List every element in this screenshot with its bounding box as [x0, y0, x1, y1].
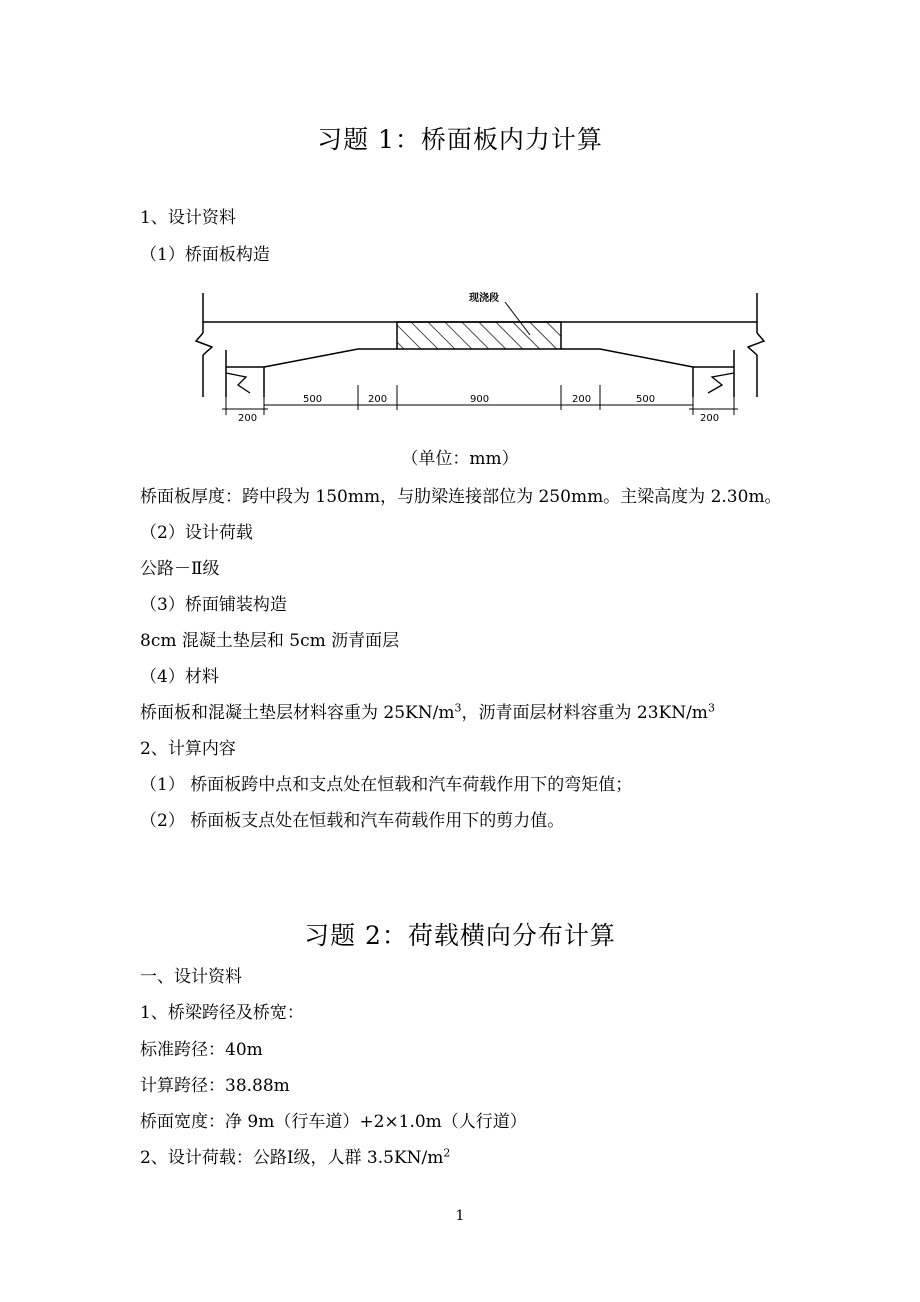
calc-span-text: 计算跨径：38.88m [140, 1076, 290, 1096]
subsection-design-load: （2）设计荷载 [140, 523, 253, 543]
standard-span-text: 标准跨径：40m [140, 1040, 263, 1060]
section-design-data: 1、设计资料 [140, 208, 236, 228]
dim-right-joint: 200 [572, 394, 592, 405]
subsection-material: （4）材料 [140, 667, 219, 687]
calc-item-1: （1） 桥面板跨中点和支点处在恒载和汽车荷载作用下的弯矩值； [140, 775, 633, 795]
section-calc-content: 2、计算内容 [140, 739, 236, 759]
dim-cast-segment: 900 [470, 394, 490, 405]
exercise-2-title: 习题 2：荷载横向分布计算 [304, 921, 616, 950]
dim-right-support: 200 [700, 413, 720, 424]
subsection-pavement: （3）桥面铺装构造 [140, 595, 287, 615]
span-width-heading: 1、桥梁跨径及桥宽： [140, 1003, 304, 1023]
slab-thickness-text: 桥面板厚度：跨中段为 150mm，与肋梁连接部位为 250mm。主梁高度为 2.30m。 [140, 487, 782, 507]
subsection-deck-structure: （1）桥面板构造 [140, 245, 270, 265]
cast-segment-label: 现浇段 [469, 293, 499, 304]
page-number: 1 [455, 1208, 465, 1224]
pavement-text: 8cm 混凝土垫层和 5cm 沥青面层 [140, 631, 400, 651]
ex2-design-load-text: 2、设计荷载：公路Ⅰ级，人群 $3.5KN/m^2$ [140, 1146, 451, 1168]
dim-left-joint: 200 [368, 394, 388, 405]
dim-right-slope: 500 [636, 394, 656, 405]
dim-left-slope: 500 [303, 394, 323, 405]
load-class-text: 公路－Ⅱ级 [140, 559, 220, 579]
deck-width-text: 桥面宽度：净 9m（行车道）+2×1.0m（人行道） [140, 1112, 527, 1132]
dim-left-support: 200 [238, 413, 258, 424]
exercise-1-title: 习题 1：桥面板内力计算 [317, 125, 603, 154]
calc-item-2: （2） 桥面板支点处在恒载和汽车荷载作用下的剪力值。 [140, 811, 565, 831]
ex2-section-design-data: 一、设计资料 [140, 967, 242, 987]
deck-slab-diagram [0, 285, 920, 435]
material-text: 桥面板和混凝土垫层材料容重为 $25KN/m^3$，沥青面层材料容重为 $23KN/m^3$ [140, 701, 715, 723]
diagram-unit-caption: （单位：mm） [401, 449, 519, 469]
